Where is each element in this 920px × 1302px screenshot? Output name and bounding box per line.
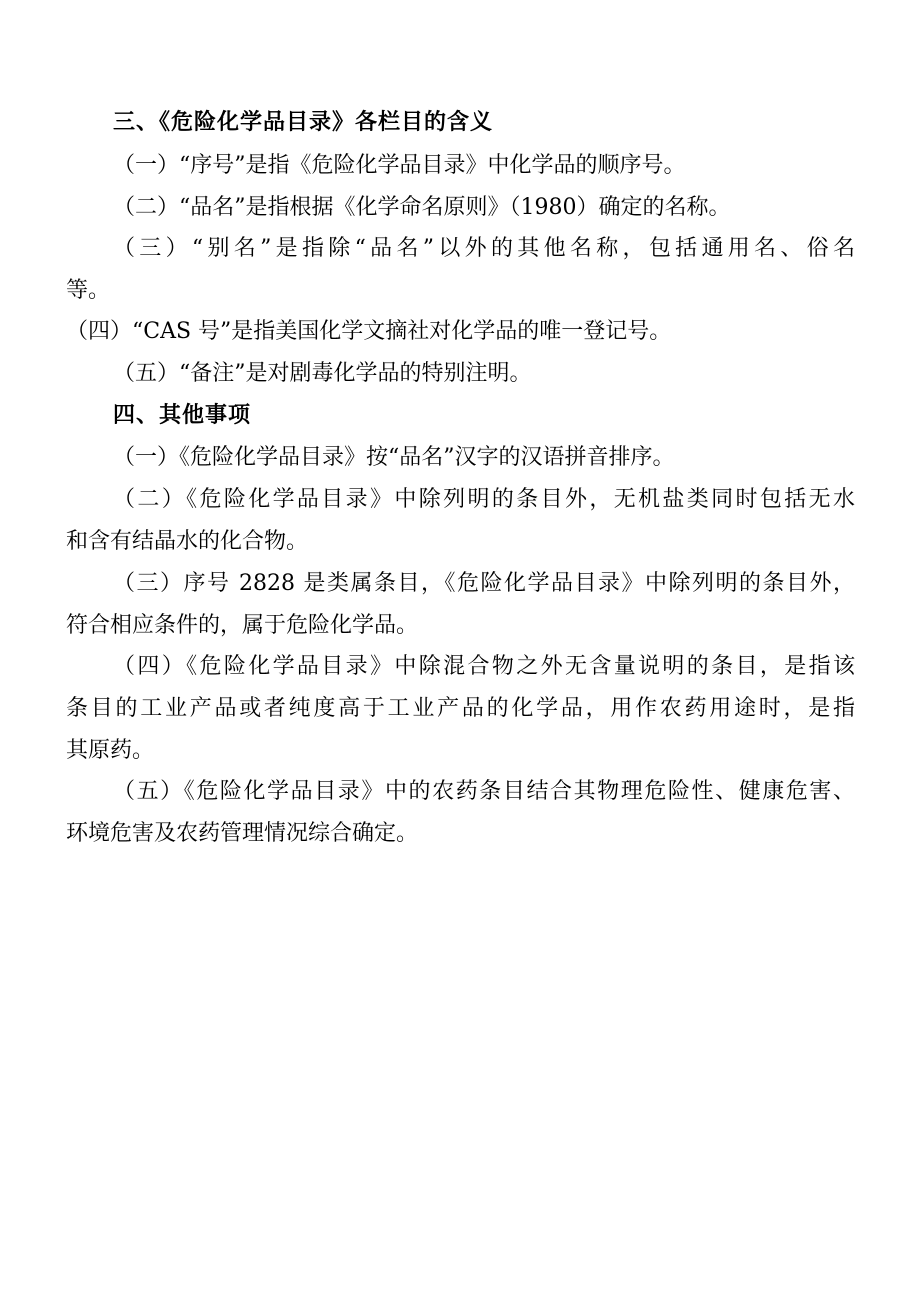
- section-3-item-1: （一）“序号”是指《危险化学品目录》中化学品的顺序号。: [113, 153, 686, 178]
- section-3-item-2: （二）“品名”是指根据《化学命名原则》（1980）确定的名称。: [113, 195, 731, 220]
- section-4-item-4-line-2: 条目的工业产品或者纯度高于工业产品的化学品，用作农药用途时，是指: [66, 696, 855, 721]
- section-4-item-1: （一）《危险化学品目录》按“品名”汉字的汉语拼音排序。: [113, 445, 675, 470]
- section-4-item-4-line-3: 其原药。: [66, 738, 155, 763]
- section-3-item-3-line-1: （三）“别名”是指除“品名”以外的其他名称，包括通用名、俗名: [113, 236, 855, 261]
- section-4-item-5-line-1: （五）《危险化学品目录》中的农药条目结合其物理危险性、健康危害、: [113, 779, 855, 804]
- section-3-heading: 三、《危险化学品目录》各栏目的含义: [113, 110, 494, 135]
- section-4-item-2-line-2: 和含有结晶水的化合物。: [66, 529, 309, 554]
- section-3-item-3-line-2: 等。: [66, 278, 111, 303]
- section-3-item-4: （四）“CAS 号”是指美国化学文摘社对化学品的唯一登记号。: [66, 319, 672, 344]
- section-4-heading: 四、其他事项: [113, 403, 252, 428]
- section-3-item-5: （五）“备注”是对剧毒化学品的特别注明。: [113, 361, 532, 386]
- section-4-item-2-line-1: （二）《危险化学品目录》中除列明的条目外，无机盐类同时包括无水: [113, 487, 855, 512]
- section-4-item-5-line-2: 环境危害及农药管理情况综合确定。: [66, 821, 419, 846]
- section-4-item-3-line-2: 符合相应条件的，属于危险化学品。: [66, 613, 419, 638]
- section-4-item-3-line-1: （三）序号 2828 是类属条目，《危险化学品目录》中除列明的条目外，: [113, 571, 855, 596]
- section-4-item-4-line-1: （四）《危险化学品目录》中除混合物之外无含量说明的条目，是指该: [113, 654, 855, 679]
